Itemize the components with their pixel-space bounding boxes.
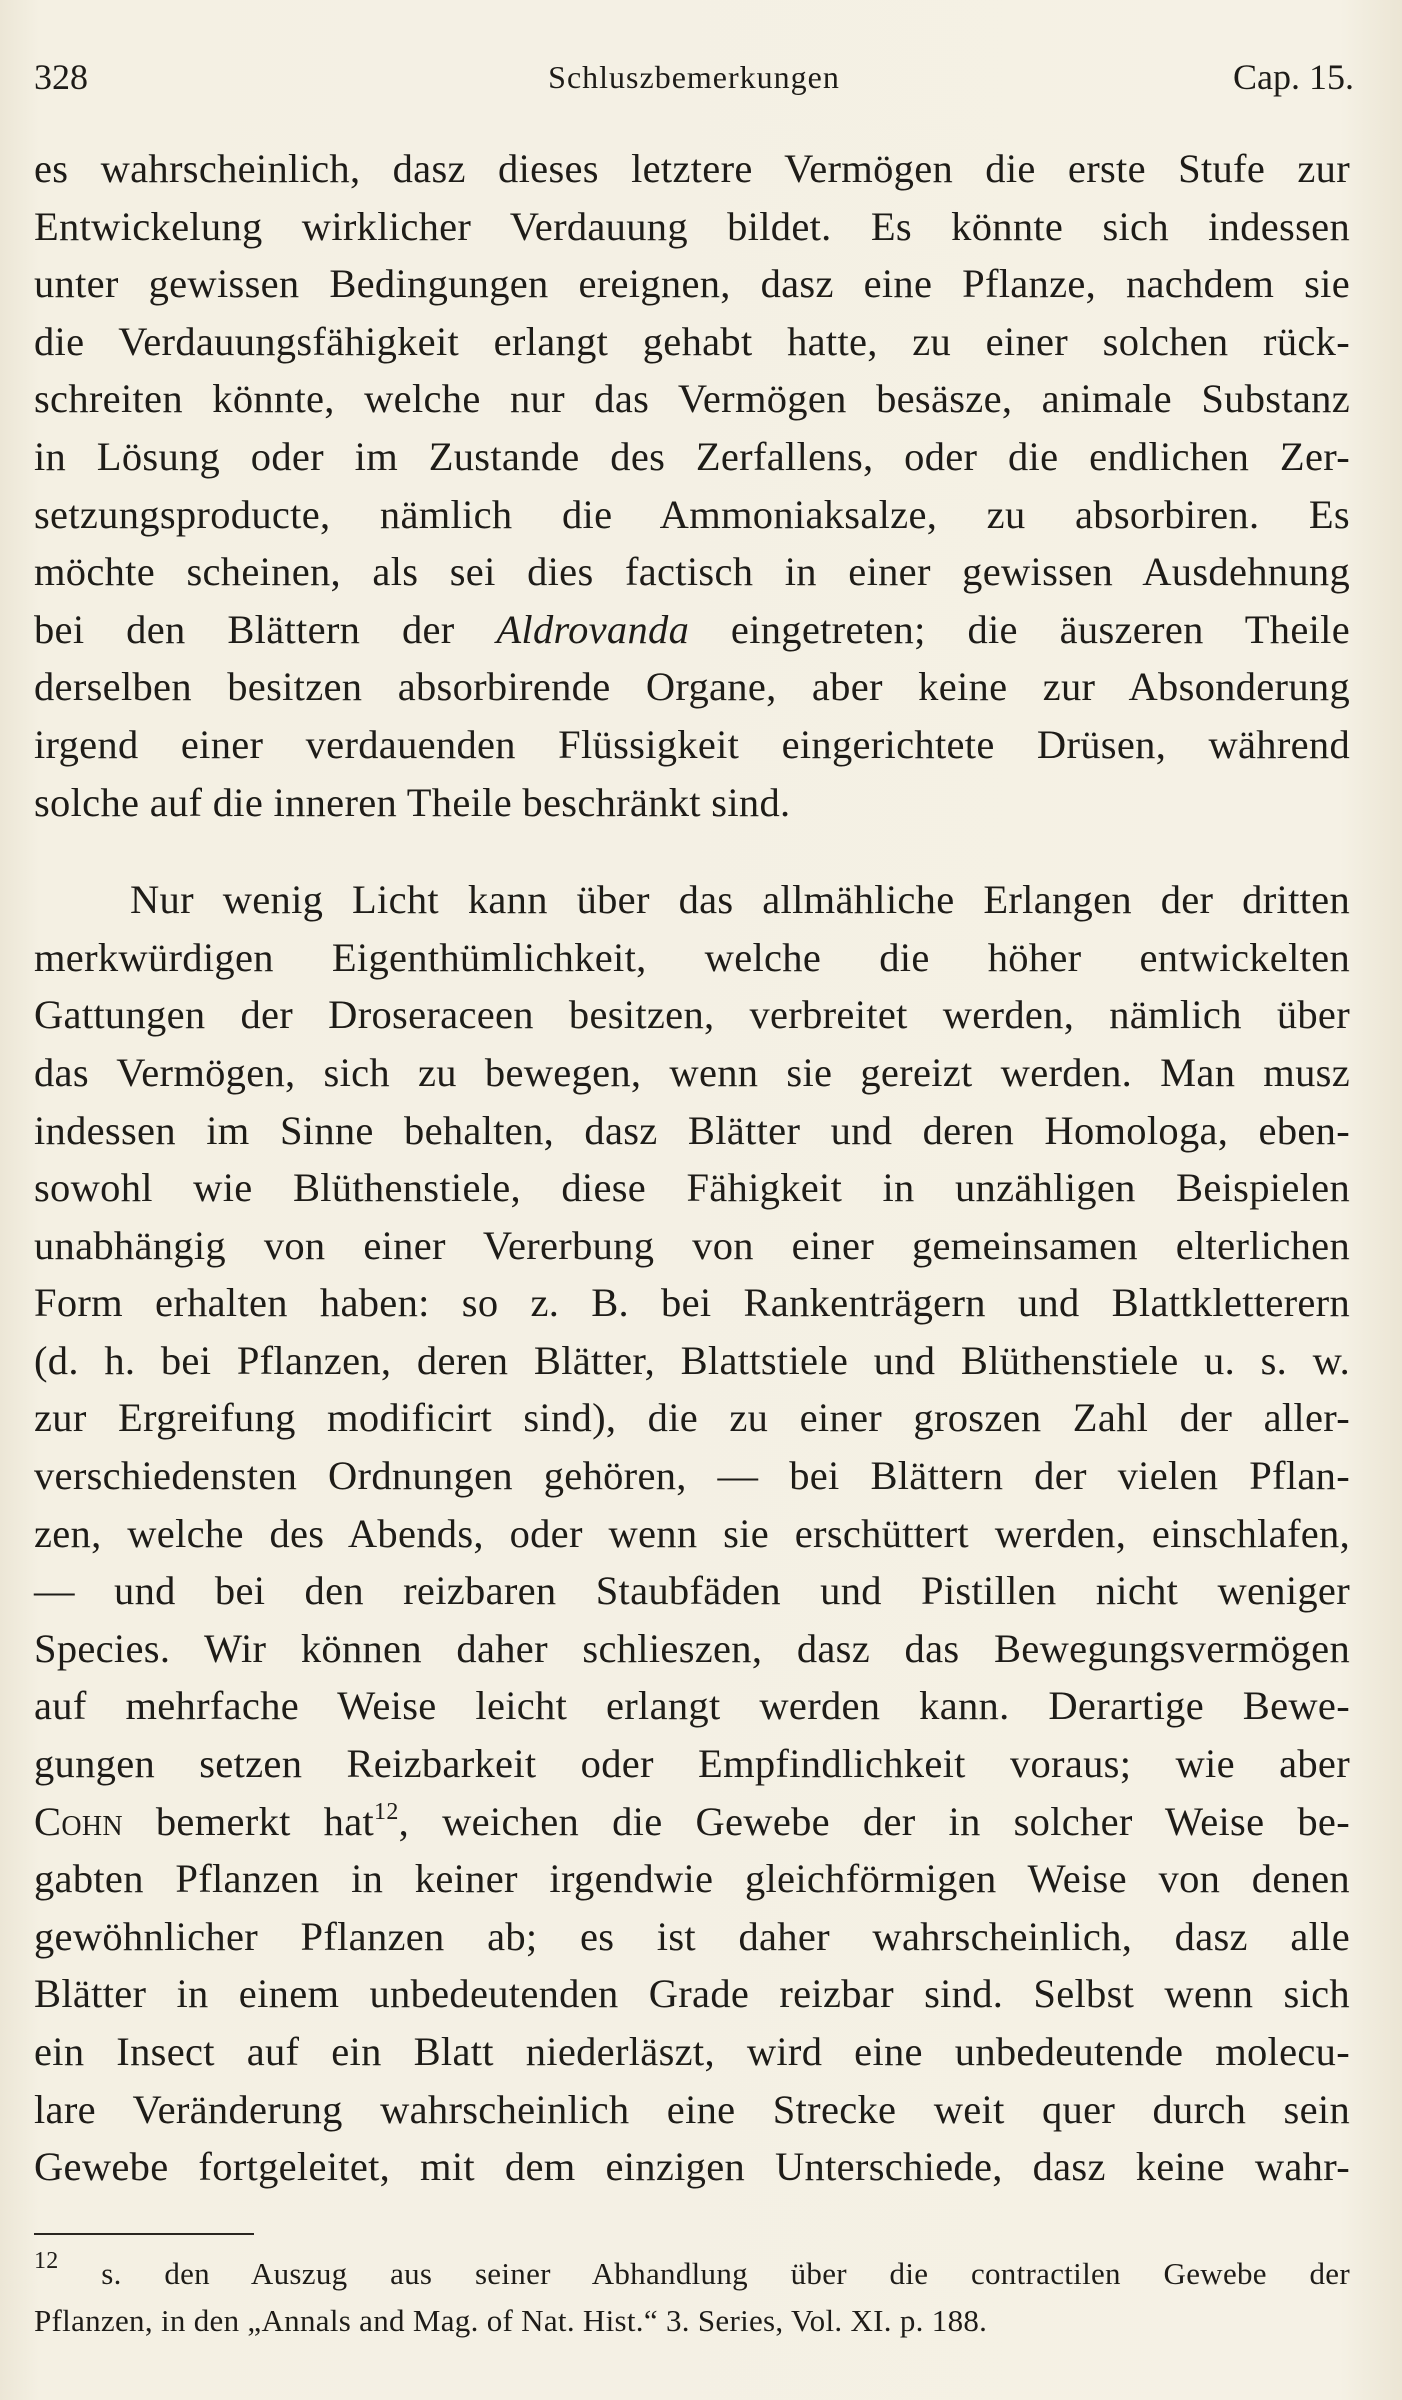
text-segment: , weichen die Gewebe der in solcher Weise be- [398, 1798, 1350, 1844]
text-line: irgend einer verdauenden Flüssigkeit eingerichtete Drüsen, während [34, 721, 1350, 767]
text-line: Species. Wir können daher schlieszen, dasz das Bewegungsvermögen [34, 1625, 1350, 1671]
author-name-smallcaps: Cohn [34, 1798, 123, 1844]
text-line: schreiten könnte, welche nur das Vermögen besäsze, animale Substanz [34, 376, 1350, 422]
paragraph-1 [34, 140, 1350, 831]
chapter-label: Cap. 15. [1233, 57, 1354, 97]
text-line: unter gewissen Bedingungen ereignen, dasz eine Pflanze, nachdem sie [34, 261, 1350, 307]
text-line: es wahrscheinlich, dasz dieses letztere Vermögen die erste Stufe zur [34, 146, 1350, 191]
text-line [34, 1793, 1350, 1851]
text-line: Nur wenig Licht kann über das allmähliche Erlangen der dritten [130, 877, 1350, 923]
text-segment: bemerkt hat [122, 1798, 375, 1844]
text-line: auf mehrfache Weise leicht erlangt werden kann. Derartige Bewe- [34, 1683, 1350, 1729]
text-line: zur Ergreifung modificirt sind), die zu einer groszen Zahl der aller- [34, 1395, 1350, 1441]
text-line: verschiedensten Ordnungen gehören, — bei Blättern der vielen Pflan- [34, 1453, 1350, 1499]
text-line: merkwürdigen Eigenthümlichkeit, welche die höher entwickelten [34, 934, 1350, 980]
text-line: gewöhnlicher Pflanzen ab; es ist daher wahrscheinlich, dasz alle [34, 1913, 1350, 1959]
text-line: möchte scheinen, als sei dies factisch in einer gewissen Ausdehnung [34, 549, 1350, 595]
text-line: in Lösung oder im Zustande des Zerfallens, oder die endlichen Zer- [34, 433, 1350, 479]
text-line: gungen setzen Reizbarkeit oder Empfindlichkeit voraus; wie aber [34, 1741, 1350, 1787]
paragraph-2 [34, 871, 1350, 2196]
text-line: das Vermögen, sich zu bewegen, wenn sie gereizt werden. Man musz [34, 1049, 1350, 1095]
text-line: ein Insect auf ein Blatt niederläszt, wird eine unbedeutende molecu- [34, 2029, 1350, 2074]
text-line [34, 601, 1350, 659]
text-line: die Verdauungsfähigkeit erlangt gehabt hatte, zu einer solchen rück- [34, 318, 1350, 364]
text-line: setzungsproducte, nämlich die Ammoniaksalze, zu absorbiren. Es [34, 491, 1350, 537]
text-line: — und bei den reizbaren Staubfäden und Pistillen nicht weniger [34, 1568, 1350, 1614]
text-segment: eingetreten; die äuszeren Theile [689, 606, 1350, 652]
text-line: sowohl wie Blüthenstiele, diese Fähigkeit in unzähligen Beispielen [34, 1165, 1350, 1211]
footnote-text: s. den Auszug aus seiner Abhandlung über die contractilen Gewebe der [58, 2256, 1350, 2291]
body-text [34, 140, 1350, 2196]
text-line: Entwickelung wirklicher Verdauung bildet. Es könnte sich indessen [34, 203, 1350, 249]
text-line: unabhängig von einer Vererbung von einer gemeinsamen elterlichen [34, 1222, 1350, 1268]
footnote [34, 2250, 1350, 2344]
running-head [34, 52, 1354, 102]
page-number: 328 [34, 57, 88, 97]
text-line: Form erhalten haben: so z. B. bei Rankenträgern und Blattkletterern [34, 1280, 1350, 1326]
footnote-marker: 12 [34, 2248, 59, 2274]
text-line: Blätter in einem unbedeutenden Grade reizbar sind. Selbst wenn sich [34, 1971, 1350, 2017]
text-line: indessen im Sinne behalten, dasz Blätter und deren Homologa, eben- [34, 1107, 1350, 1153]
text-line: solche auf die inneren Theile beschränkt sind. [34, 779, 791, 825]
genus-name-italic: Aldrovanda [496, 606, 690, 652]
footnote-rule [34, 2233, 254, 2235]
text-line: lare Veränderung wahrscheinlich eine Strecke weit quer durch sein [34, 2086, 1350, 2132]
running-title: Schluszbemerkungen [548, 59, 840, 95]
text-line: gabten Pflanzen in keiner irgendwie gleichförmigen Weise von denen [34, 1856, 1350, 1902]
text-line: (d. h. bei Pflanzen, deren Blätter, Blattstiele und Blüthenstiele u. s. w. [34, 1337, 1350, 1383]
footnote-reference[interactable]: 12 [374, 1798, 399, 1825]
footnote-line: Pflanzen, in den „Annals and Mag. of Nat. Hist.“ 3. Series, Vol. XI. p. 188. [34, 2303, 988, 2338]
footnote-line [34, 2250, 1350, 2297]
paragraph-gap [34, 831, 1350, 871]
text-line: derselben besitzen absorbirende Organe, aber keine zur Absonderung [34, 664, 1350, 710]
text-line: zen, welche des Abends, oder wenn sie erschüttert werden, einschlafen, [34, 1510, 1350, 1556]
text-line: Gattungen der Droseraceen besitzen, verbreitet werden, nämlich über [34, 992, 1350, 1038]
text-segment: bei den Blättern der [34, 606, 497, 652]
text-line: Gewebe fortgeleitet, mit dem einzigen Unterschiede, dasz keine wahr- [34, 2144, 1350, 2190]
